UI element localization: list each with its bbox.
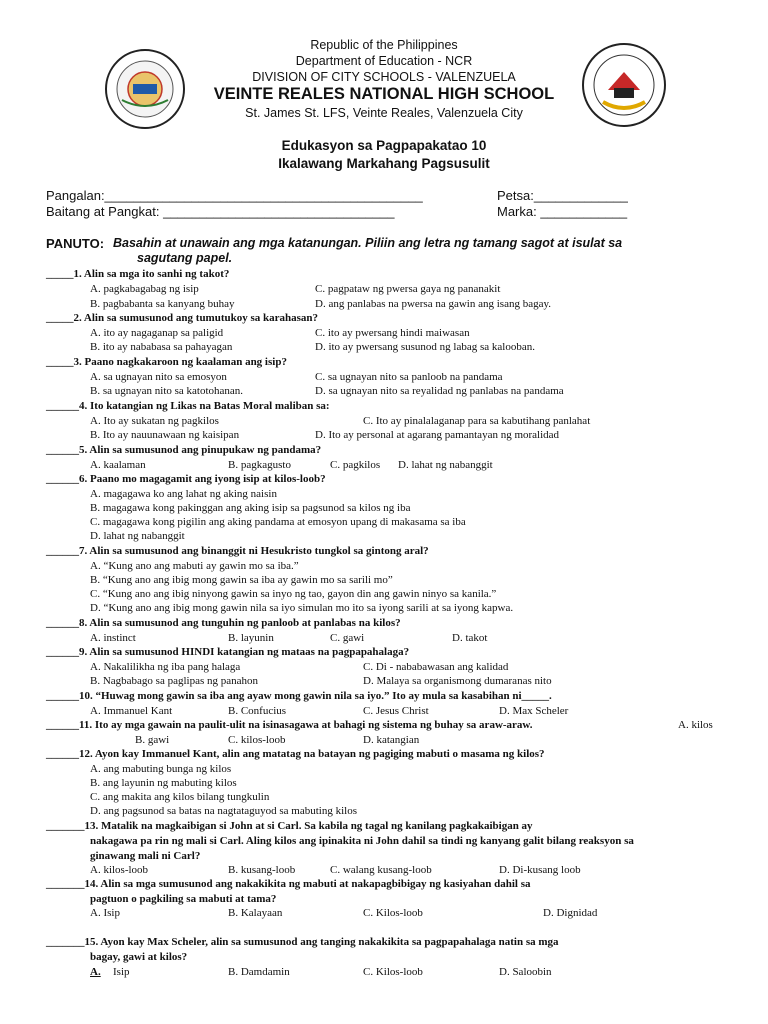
header-address: St. James St. LFS, Veinte Reales, Valenzuela City bbox=[245, 106, 523, 120]
q6-option-d: D. lahat ng nabanggit bbox=[90, 530, 185, 542]
question-14-line-2: pagtuon o pagkiling sa mabuti at tama? bbox=[90, 893, 277, 905]
q5-option-b: B. pagkagusto bbox=[228, 459, 291, 471]
instructions-label: PANUTO: bbox=[46, 236, 105, 251]
q9-option-d: D. Malaya sa organismong dumaranas nito bbox=[363, 675, 552, 687]
q4-option-c: C. Ito ay pinalalaganap para sa kabutihang panlahat bbox=[363, 415, 591, 427]
q8-option-c: C. gawi bbox=[330, 632, 365, 644]
q1-option-b: B. pagbabanta sa kanyang buhay bbox=[90, 298, 235, 310]
q15-option-a: Isip bbox=[113, 966, 130, 978]
q3-option-a: A. sa ugnayan nito sa emosyon bbox=[90, 371, 227, 383]
q8-option-d: D. takot bbox=[452, 632, 488, 644]
q10-option-d: D. Max Scheler bbox=[499, 705, 569, 717]
q12-option-d: D. ang pagsunod sa batas na nagtataguyod sa mabuting kilos bbox=[90, 805, 358, 817]
exam-title: Ikalawang Markahang Pagsusulit bbox=[278, 156, 490, 171]
q9-option-b: B. Nagbabago sa paglipas ng panahon bbox=[90, 675, 259, 687]
q13-option-a: A. kilos-loob bbox=[90, 864, 149, 876]
question-4: ______4. Ito katangian ng Likas na Batas Moral maliban sa: bbox=[46, 400, 330, 412]
q15-option-a-letter: A. bbox=[90, 966, 101, 978]
header-republic: Republic of the Philippines bbox=[310, 38, 458, 52]
q4-option-d: D. Ito ay personal at agarang pamantayan ng moralidad bbox=[315, 429, 560, 441]
q11-option-c: C. kilos-loob bbox=[228, 734, 286, 746]
header-deped: Department of Education - NCR bbox=[295, 54, 473, 68]
question-9: ______9. Alin sa sumusunod HINDI katangian ng mataas na pagpapahalaga? bbox=[46, 646, 410, 658]
q15-option-d: D. Saloobin bbox=[499, 966, 552, 978]
petsa-field[interactable]: Petsa:_____________ bbox=[497, 188, 628, 203]
question-11: ______11. Ito ay mga gawain na paulit-ulit na isinasagawa at bahagi ng sistema ng buhay sa araw-araw. bbox=[46, 719, 533, 731]
q10-option-b: B. Confucius bbox=[228, 705, 287, 717]
q9-option-a: A. Nakalilikha ng iba pang halaga bbox=[90, 661, 241, 673]
q11-option-d: D. katangian bbox=[363, 734, 420, 746]
question-14: _______14. Alin sa mga sumusunod ang nakakikita ng mabuti at nakapagbibigay ng kasiyahan dahil sa bbox=[46, 878, 531, 890]
question-8: ______8. Alin sa sumusunod ang tunguhin ng panloob at panlabas na kilos? bbox=[46, 617, 401, 629]
question-15: _______15. Ayon kay Max Scheler, alin sa sumusunod ang tanging nakakikita sa pagpapahalaga natin sa mga bbox=[46, 936, 559, 948]
q12-option-c: C. ang makita ang kilos bilang tungkulin bbox=[90, 791, 270, 803]
q8-option-b: B. layunin bbox=[228, 632, 274, 644]
q14-option-b: B. Kalayaan bbox=[228, 907, 283, 919]
q7-option-b: B. “Kung ano ang ibig mong gawin sa iba ay gawin mo sa sarili mo” bbox=[90, 574, 393, 586]
question-15-line-2: bagay, gawi at kilos? bbox=[90, 951, 188, 963]
question-5: ______5. Alin sa sumusunod ang pinupukaw ng pandama? bbox=[46, 444, 322, 456]
q1-option-d: D. ang panlabas na pwersa na gawin ang isang bagay. bbox=[315, 298, 552, 310]
q11-option-a: A. kilos bbox=[678, 719, 713, 731]
q2-option-d: D. ito ay pwersang susunod ng labag sa kalooban. bbox=[315, 341, 535, 353]
q12-option-b: B. ang layunin ng mabuting kilos bbox=[90, 777, 237, 789]
question-1: _____1. Alin sa mga ito sanhi ng takot? bbox=[46, 268, 230, 280]
q13-option-c: C. walang kusang-loob bbox=[330, 864, 432, 876]
marka-field[interactable]: Marka: ____________ bbox=[497, 204, 628, 219]
exam-subject: Edukasyon sa Pagpapakatao 10 bbox=[281, 138, 487, 153]
question-13-line-2: nakagawa pa rin ng mali si Carl. Aling kilos ang ipinakita ni John dahil sa tindi ng kanyang galit bilang reaksyon sa bbox=[90, 835, 634, 847]
q4-option-a: A. Ito ay sukatan ng pagkilos bbox=[90, 415, 219, 427]
question-10: ______10. “Huwag mong gawin sa iba ang ayaw mong gawin nila sa iyo.” Ito ay mula sa kasabihan ni_____. bbox=[46, 690, 552, 702]
question-6: ______6. Paano mo magagamit ang iyong isip at kilos-loob? bbox=[46, 473, 326, 485]
q14-option-c: C. Kilos-loob bbox=[363, 907, 423, 919]
q14-option-d: D. Dignidad bbox=[543, 907, 598, 919]
q15-option-c: C. Kilos-loob bbox=[363, 966, 423, 978]
question-2: _____2. Alin sa sumusunod ang tumutukoy sa karahasan? bbox=[46, 312, 319, 324]
q10-option-c: C. Jesus Christ bbox=[363, 705, 429, 717]
q14-option-a: A. Isip bbox=[90, 907, 120, 919]
q5-option-d: D. lahat ng nabanggit bbox=[398, 459, 493, 471]
q7-option-c: C. “Kung ano ang ibig ninyong gawin sa inyo ng tao, gayon din ang gawin ninyo sa kanila.” bbox=[90, 588, 497, 600]
q2-option-a: A. ito ay nagaganap sa paligid bbox=[90, 327, 224, 339]
q7-option-a: A. “Kung ano ang mabuti ay gawin mo sa iba.” bbox=[90, 560, 299, 572]
q15-option-b: B. Damdamin bbox=[228, 966, 290, 978]
q1-option-a: A. pagkabagabag ng isip bbox=[90, 283, 199, 295]
question-12: ______12. Ayon kay Immanuel Kant, alin ang matatag na batayan ng pagiging mabuti o masama ng kilos? bbox=[46, 748, 545, 760]
q3-option-c: C. sa ugnayan nito sa panloob na pandama bbox=[315, 371, 503, 383]
q13-option-d: D. Di-kusang loob bbox=[499, 864, 581, 876]
q5-option-a: A. kaalaman bbox=[90, 459, 146, 471]
question-13: _______13. Matalik na magkaibigan si John at si Carl. Sa kabila ng tagal ng kanilang pagkakaibigan ay bbox=[46, 820, 533, 832]
q12-option-a: A. ang mabuting bunga ng kilos bbox=[90, 763, 232, 775]
question-13-line-3: ginawang mali ni Carl? bbox=[90, 850, 201, 862]
header-school-name: VEINTE REALES NATIONAL HIGH SCHOOL bbox=[213, 85, 555, 103]
q5-option-c: C. pagkilos bbox=[330, 459, 381, 471]
q9-option-c: C. Di - nababawasan ang kalidad bbox=[363, 661, 509, 673]
q1-option-c: C. pagpataw ng pwersa gaya ng pananakit bbox=[315, 283, 501, 295]
q6-option-c: C. magagawa kong pigilin ang aking pandama at emosyon upang di makasama sa iba bbox=[90, 516, 466, 528]
q3-option-b: B. sa ugnayan nito sa katotohanan. bbox=[90, 385, 244, 397]
q10-option-a: A. Immanuel Kant bbox=[90, 705, 173, 717]
baitang-field[interactable]: Baitang at Pangkat: ________________________________ bbox=[46, 204, 395, 219]
instructions-text: Basahin at unawain ang mga katanungan. Piliin ang letra ng tamang sagot at isulat sa bbox=[113, 236, 623, 250]
q6-option-b: B. magagawa kong pakinggan ang aking isip sa pagsunod sa kilos ng iba bbox=[90, 502, 411, 514]
q2-option-c: C. ito ay pwersang hindi maiwasan bbox=[315, 327, 470, 339]
question-3: _____3. Paano nagkakaroon ng kaalaman ang isip? bbox=[46, 356, 287, 368]
instructions-text-cont: sagutang papel. bbox=[137, 251, 233, 265]
q6-option-a: A. magagawa ko ang lahat ng aking naisin bbox=[90, 488, 277, 500]
q2-option-b: B. ito ay nababasa sa pahayagan bbox=[90, 341, 233, 353]
q11-option-b: B. gawi bbox=[135, 734, 170, 746]
question-7: ______7. Alin sa sumusunod ang binanggit ni Hesukristo tungkol sa gintong aral? bbox=[46, 545, 429, 557]
pangalan-field[interactable]: Pangalan:____________________________________________ bbox=[46, 188, 423, 203]
header-division: DIVISION OF CITY SCHOOLS - VALENZUELA bbox=[252, 70, 516, 84]
q4-option-b: B. Ito ay nauunawaan ng kaisipan bbox=[90, 429, 240, 441]
q3-option-d: D. sa ugnayan nito sa reyalidad ng panlabas na pandama bbox=[315, 385, 564, 397]
q7-option-d: D. “Kung ano ang ibig mong gawin nila sa iyo simulan mo ito sa iyong sarili at sa iyong kapwa. bbox=[90, 602, 514, 614]
q8-option-a: A. instinct bbox=[90, 632, 136, 644]
q13-option-b: B. kusang-loob bbox=[228, 864, 296, 876]
